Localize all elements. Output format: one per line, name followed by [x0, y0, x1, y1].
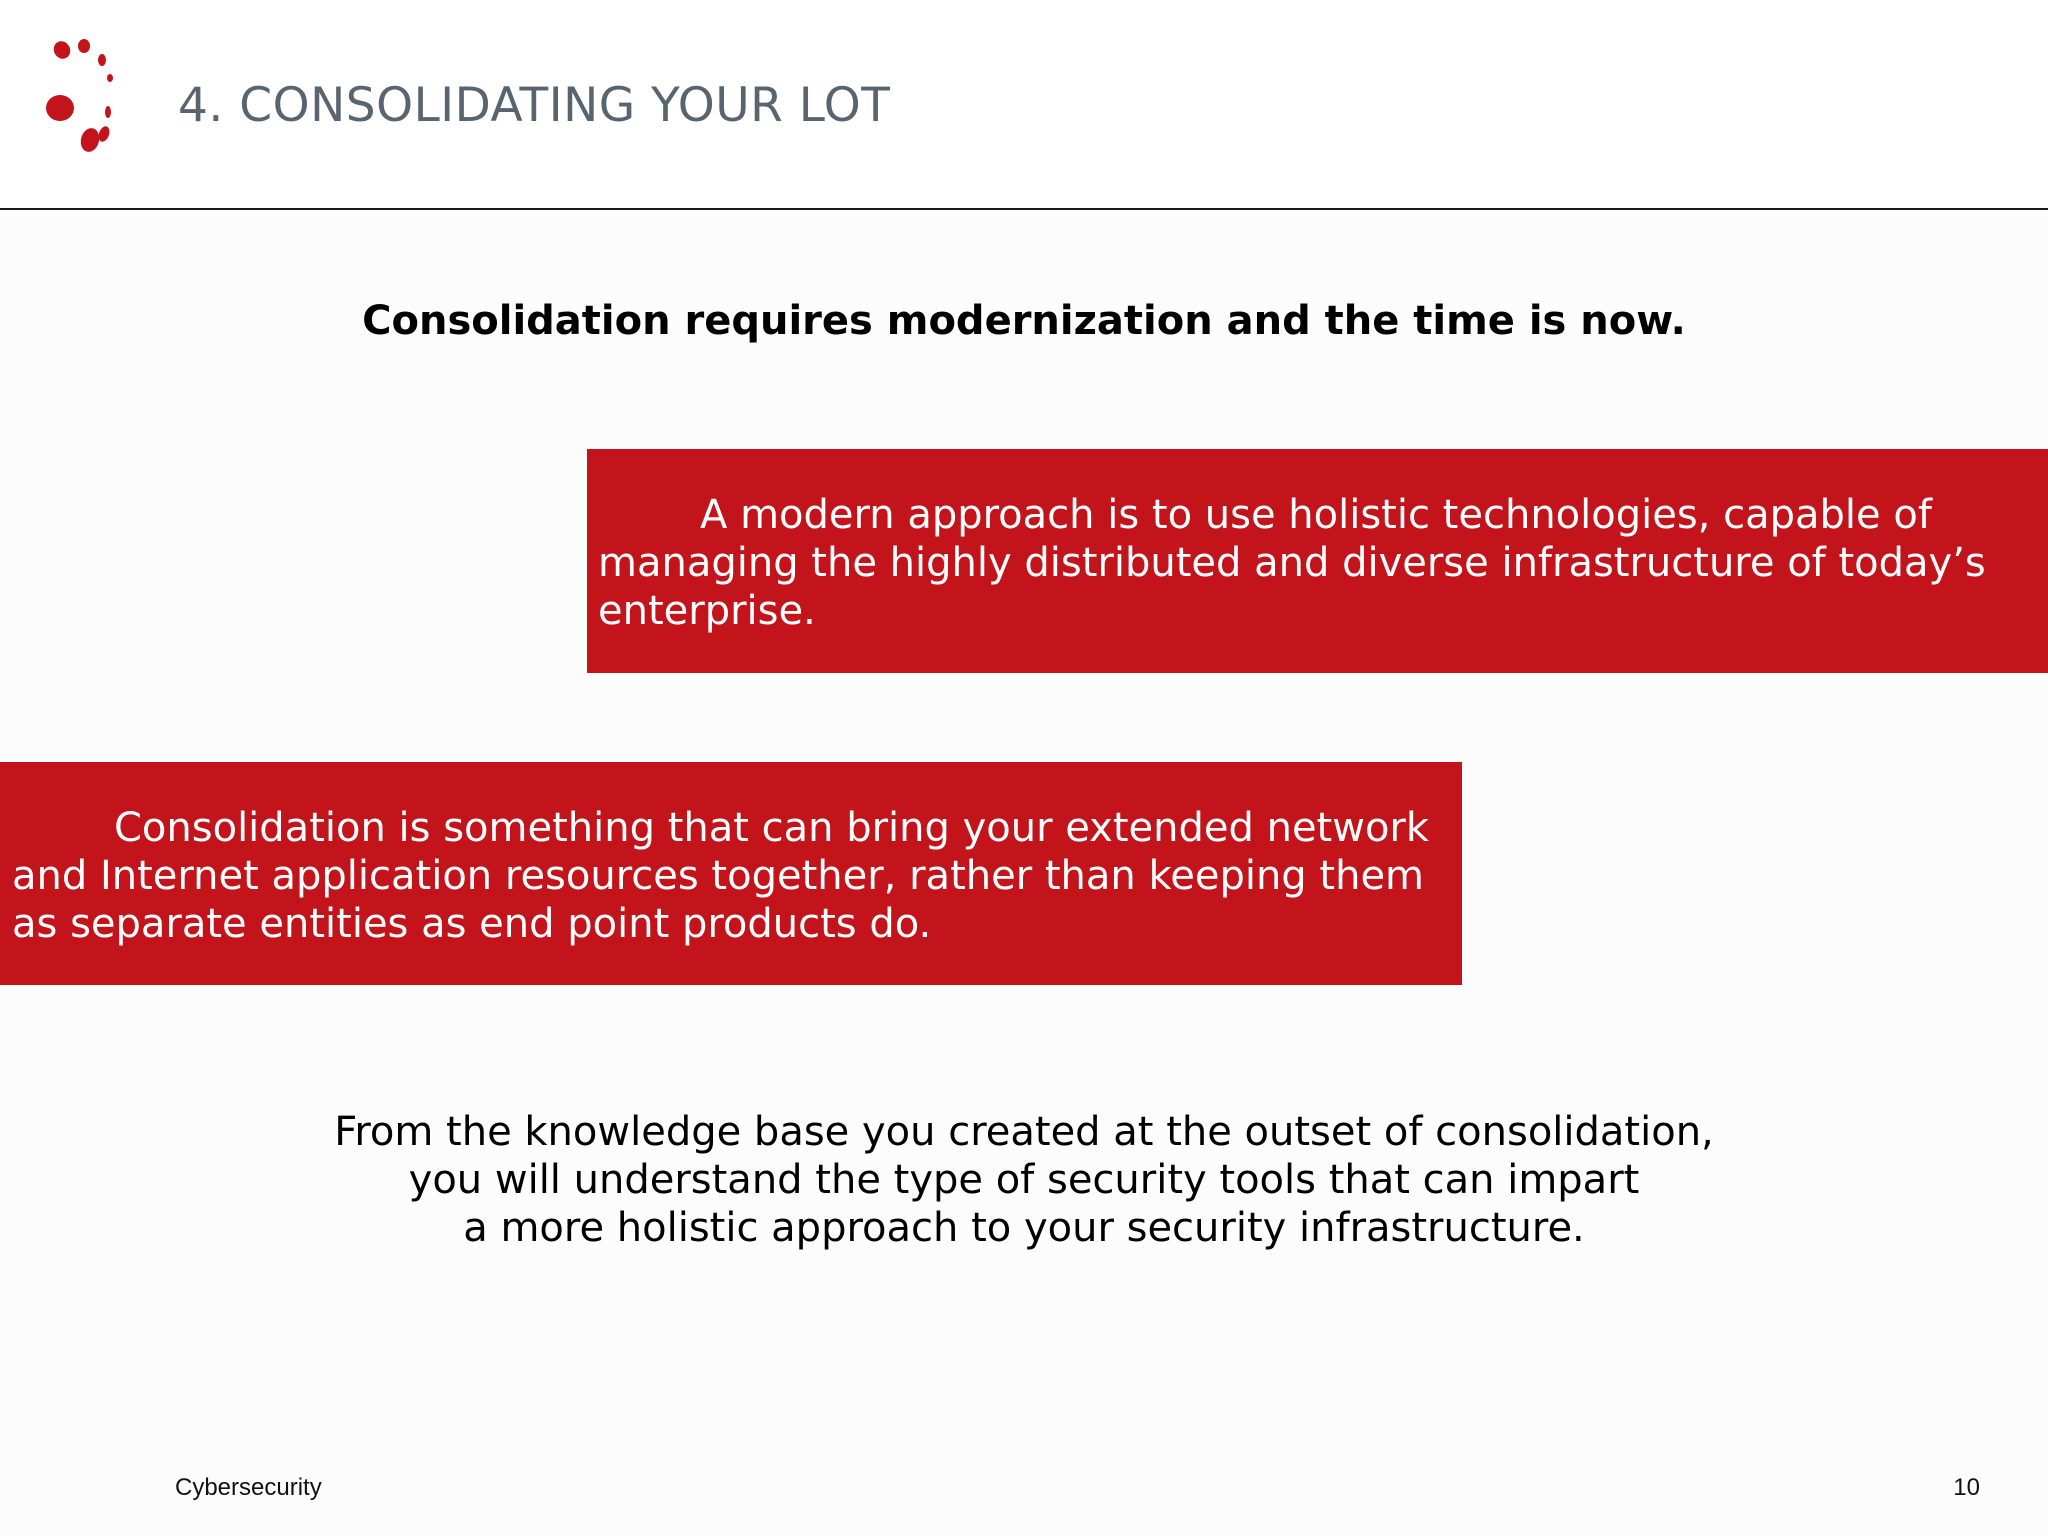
closing-line: From the knowledge base you created at the outset of consolidation, [334, 1109, 1714, 1155]
closing-line: you will understand the type of security tools that can impart [408, 1157, 1640, 1203]
callout-text-modern-approach: A modern approach is to use holistic technologies, capable of managing the highly distributed and diverse infrastructure of today’s enterprise. [598, 492, 1986, 634]
page-number: 10 [1953, 1474, 1980, 1501]
red-dot-spinner-logo-icon [40, 36, 150, 166]
slide-header [0, 0, 2048, 210]
footer-label: Cybersecurity [175, 1474, 322, 1501]
closing-line: a more holistic approach to your security infrastructure. [463, 1205, 1585, 1251]
closing-paragraph [0, 1108, 2048, 1252]
callout-text-consolidation: Consolidation is something that can bring your extended network and Internet application resources together, rather than keeping them as separate entities as end point products do. [12, 805, 1430, 947]
header-divider [0, 208, 2048, 210]
callout-box-modern-approach [587, 449, 2048, 673]
callout-box-consolidation [0, 762, 1462, 985]
page-title: 4. CONSOLIDATING YOUR LOT [178, 78, 891, 133]
slide-headline: Consolidation requires modernization and the time is now. [362, 298, 1686, 344]
